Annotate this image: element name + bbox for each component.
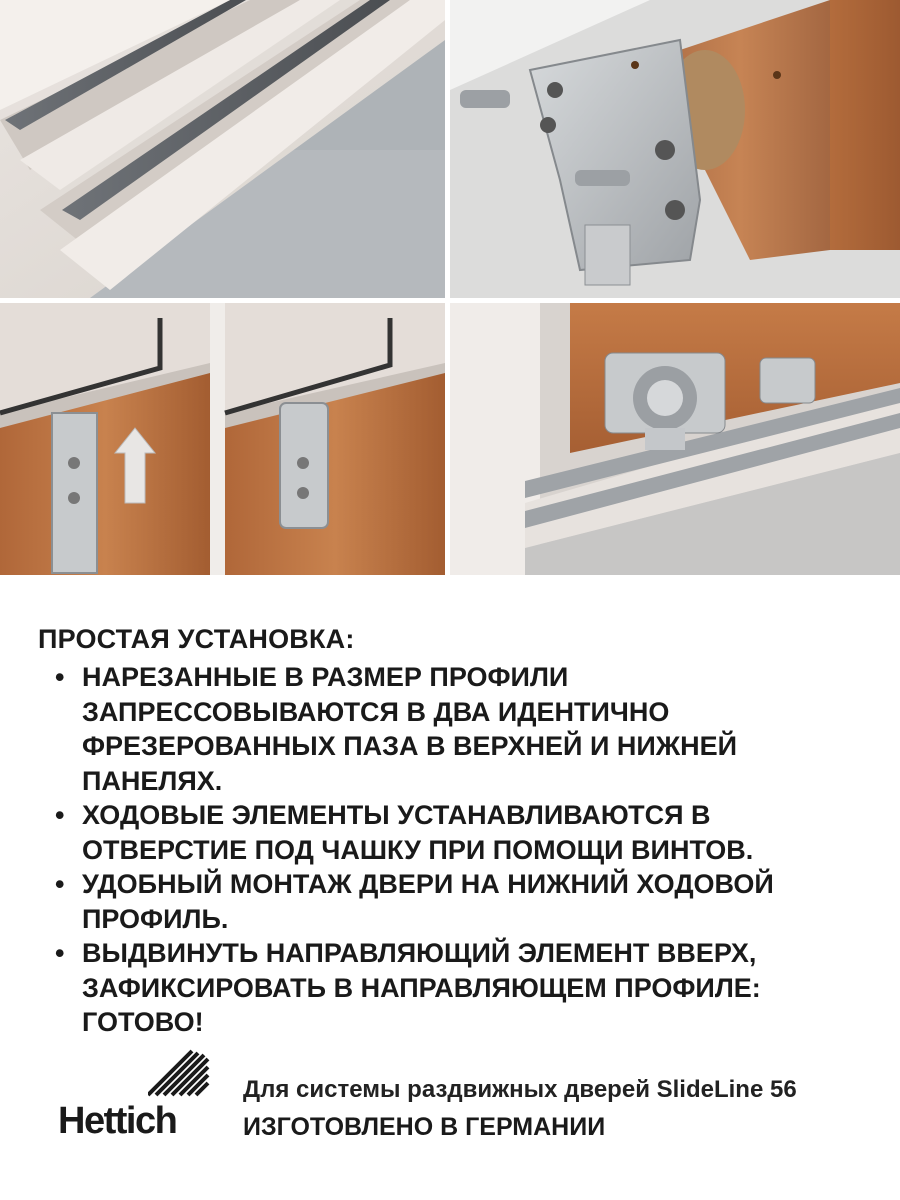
- bullet-icon: •: [55, 800, 65, 830]
- bullet-icon: •: [55, 662, 65, 692]
- install-item-text: НАРЕЗАННЫЕ В РАЗМЕР ПРОФИЛИ ЗАПРЕССОВЫВАЮТСЯ В ДВА ИДЕНТИЧНО ФРЕЗЕРОВАННЫХ ПАЗА В ВЕРХНЕЙ И НИЖНЕЙ ПАНЕЛЯХ.: [82, 662, 738, 796]
- install-item-text: УДОБНЫЙ МОНТАЖ ДВЕРИ НА НИЖНИЙ ХОДОВОЙ ПРОФИЛЬ.: [82, 869, 774, 934]
- installation-instructions: [38, 622, 878, 1040]
- install-item-text: ХОДОВЫЕ ЭЛЕМЕНТЫ УСТАНАВЛИВАЮТСЯ В ОТВЕРСТИЕ ПОД ЧАШКУ ПРИ ПОМОЩИ ВИНТОВ.: [82, 800, 754, 865]
- logo-stripes-icon: [148, 1048, 210, 1098]
- photo-milled-grooves: [0, 0, 445, 298]
- install-title: ПРОСТАЯ УСТАНОВКА:: [38, 624, 355, 654]
- made-in-line: ИЗГОТОВЛЕНО В ГЕРМАНИИ: [243, 1113, 606, 1141]
- install-item: [38, 936, 878, 1040]
- bullet-icon: •: [55, 938, 65, 968]
- install-item: [38, 798, 878, 867]
- photo-running-element-plate: [450, 0, 900, 298]
- install-list: [38, 660, 878, 1040]
- brand-name: Hettich: [58, 1100, 177, 1142]
- install-item: [38, 660, 878, 798]
- install-item: [38, 867, 878, 936]
- install-item-text: ВЫДВИНУТЬ НАПРАВЛЯЮЩИЙ ЭЛЕМЕНТ ВВЕРХ, ЗАФИКСИРОВАТЬ В НАПРАВЛЯЮЩЕМ ПРОФИЛЕ: ГОТОВО!: [82, 938, 761, 1037]
- photo-door-running-profile: [450, 303, 900, 575]
- footer: [0, 1040, 900, 1160]
- system-line: Для системы раздвижных дверей SlideLine 56: [243, 1076, 797, 1103]
- photo-guide-element-up: [0, 303, 445, 575]
- bullet-icon: •: [55, 869, 65, 899]
- hettich-logo: [58, 1048, 210, 1152]
